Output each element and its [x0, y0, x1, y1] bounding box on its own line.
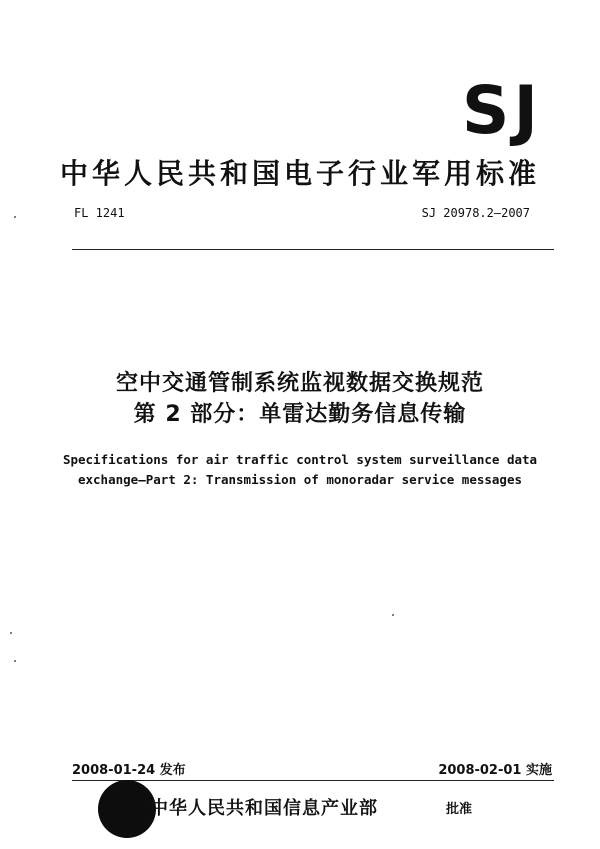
title-english-line-1: Specifications for air traffic control system surveillance data	[62, 452, 538, 467]
top-divider	[72, 249, 554, 250]
bottom-divider	[72, 780, 554, 781]
approval-label: 批准	[446, 802, 473, 817]
title-chinese-line-2: 第 2 部分：单雷达勤务信息传输	[133, 402, 467, 427]
scan-speck	[10, 632, 12, 634]
classification-code: FL 1241	[74, 206, 125, 220]
implementation-date: 2008-02-01 实施	[438, 763, 552, 778]
standard-number: SJ 20978.2—2007	[421, 206, 530, 220]
issuer-seal-icon	[98, 780, 156, 838]
issuing-authority: 中华人民共和国信息产业部	[150, 798, 378, 819]
scan-speck	[392, 614, 394, 616]
header-title: 中华人民共和国电子行业军用标准	[59, 157, 540, 190]
title-english-line-2: exchange—Part 2: Transmission of monoradar service messages	[77, 472, 522, 487]
scan-speck	[14, 660, 16, 662]
scan-speck	[14, 216, 16, 218]
title-chinese-line-1: 空中交通管制系统监视数据交换规范	[115, 371, 484, 396]
sj-logo: SJ	[461, 72, 542, 149]
issue-date: 2008-01-24 发布	[72, 763, 186, 778]
